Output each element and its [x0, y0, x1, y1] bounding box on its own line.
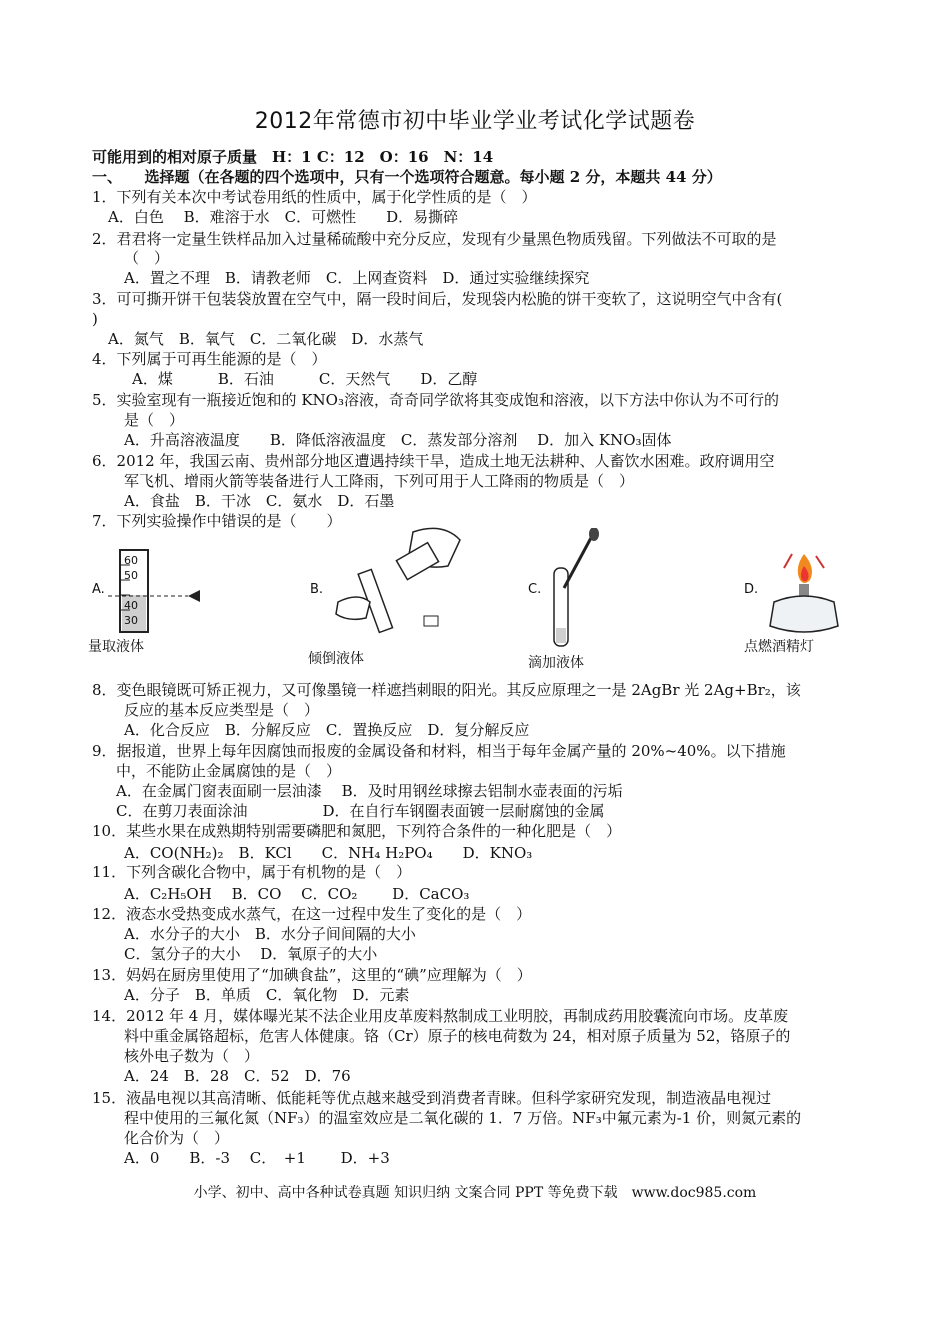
question-14-cont-2: 核外电子数为（ ）	[124, 1047, 260, 1065]
question-4: 4．下列属于可再生能源的是（ ）	[92, 350, 327, 368]
alcohol-lamp-icon	[744, 546, 864, 646]
question-15-cont: 程中使用的三氟化氮（NF₃）的温室效应是二氧化碳的 1．7 万倍。NF₃中氟元素为-1 价，则氮元素的	[124, 1109, 802, 1127]
question-4-options: A．煤 B．石油 C．天然气 D．乙醇	[132, 370, 478, 388]
atomic-masses: 可能用到的相对原子质量 H：1 C：12 O：16 N：14	[92, 148, 494, 166]
question-9: 9．据报道，世界上每年因腐蚀而报废的金属设备和材料，相当于每年金属产量的 20%~40%。以下措施	[92, 742, 786, 760]
question-8-options: A．化合反应 B．分解反应 C．置换反应 D．复分解反应	[124, 721, 530, 739]
question-2-options: A．置之不理 B．请教老师 C．上网查资料 D．通过实验继续探究	[124, 269, 590, 287]
question-1: 1．下列有关本次中考试卷用纸的性质中，属于化学性质的是（ ）	[92, 188, 537, 206]
question-12-options-2: C．氢分子的大小 D．氧原子的大小	[124, 945, 378, 963]
question-9-options-1: A．在金属门窗表面刷一层油漆 B．及时用钢丝球擦去铝制水壶表面的污垢	[116, 782, 623, 800]
figure-d-label: D.	[744, 582, 759, 597]
question-2: 2．君君将一定量生铁样品加入过量稀硫酸中充分反应，发现有少量黑色物质残留。下列做法不可取的是	[92, 230, 777, 248]
question-12-options-1: A．水分子的大小 B．水分子间间隔的大小	[124, 925, 416, 943]
question-13: 13．妈妈在厨房里使用了“加碘食盐”，这里的“碘”应理解为（ ）	[92, 966, 532, 984]
tick-40: 40	[124, 599, 138, 612]
figure-a-label: A.	[92, 582, 105, 597]
question-2-cont: （ ）	[124, 249, 170, 267]
question-8-cont: 反应的基本反应类型是（ ）	[124, 701, 320, 719]
figure-b-pouring	[308, 540, 478, 670]
tick-60: 60	[124, 554, 138, 567]
question-15: 15．液晶电视以其高清晰、低能耗等优点越来越受到消费者青睐。但科学家研究发现，制造液晶电视过	[92, 1089, 772, 1107]
dropper-icon	[526, 528, 636, 650]
pouring-hand-icon	[308, 522, 478, 637]
figure-c-dropping	[526, 540, 636, 675]
cylinder-icon	[88, 540, 218, 640]
question-10-options: A．CO(NH₂)₂ B．KCl C．NH₄ H₂PO₄ D．KNO₃	[124, 844, 533, 862]
page-title: 2012年常德市初中毕业学业考试化学试题卷	[254, 109, 696, 134]
question-1-options: A．白色 B．难溶于水 C．可燃性 D．易撕碎	[108, 208, 459, 226]
section-heading: 一、 选择题（在各题的四个选项中，只有一个选项符合题意。每小题 2 分，本题共 44 分）	[92, 168, 722, 186]
figure-b-label: B.	[310, 582, 324, 597]
question-3-cont: )	[92, 310, 98, 328]
question-7: 7．下列实验操作中错误的是（ ）	[92, 512, 342, 530]
question-10: 10．某些水果在成熟期特别需要磷肥和氮肥，下列符合条件的一种化肥是（ ）	[92, 822, 622, 840]
figure-d-lamp	[744, 540, 864, 665]
question-5-options: A．升高溶液温度 B．降低溶液温度 C．蒸发部分溶剂 D．加入 KNO₃固体	[124, 431, 672, 449]
question-15-cont-2: 化合价为（ ）	[124, 1129, 230, 1147]
question-5: 5．实验室现有一瓶接近饱和的 KNO₃溶液，奇奇同学欲将其变成饱和溶液，以下方法中你认为不可行的	[92, 391, 779, 409]
tick-50: 50	[124, 569, 138, 582]
figure-d-caption: 点燃酒精灯	[744, 639, 814, 655]
question-6: 6．2012 年，我国云南、贵州部分地区遭遇持续干旱，造成土地无法耕种、人畜饮水困难。政府调用空	[92, 452, 775, 470]
question-6-options: A．食盐 B．干冰 C．氨水 D．石墨	[124, 492, 395, 510]
question-15-options: A．0 B．-3 C． +1 D．+3	[124, 1149, 390, 1167]
question-5-cont: 是（ ）	[124, 411, 185, 429]
question-11: 11．下列含碳化合物中，属于有机物的是（ ）	[92, 863, 412, 881]
figure-a-measuring	[88, 540, 218, 670]
question-13-options: A．分子 B．单质 C．氧化物 D．元素	[124, 986, 410, 1004]
question-11-options: A．C₂H₅OH B．CO C．CO₂ D．CaCO₃	[124, 885, 470, 903]
page-footer: 小学、初中、高中各种试卷真题 知识归纳 文案合同 PPT 等免费下载 www.doc985.com	[193, 1185, 757, 1201]
question-8: 8．变色眼镜既可矫正视力，又可像墨镜一样遮挡刺眼的阳光。其反应原理之一是 2AgBr 光 2Ag+Br₂，该	[92, 681, 801, 699]
question-3-options: A．氮气 B．氧气 C．二氧化碳 D．水蒸气	[108, 330, 424, 348]
question-6-cont: 军飞机、增雨火箭等装备进行人工降雨，下列可用于人工降雨的物质是（ ）	[124, 472, 635, 490]
tick-30: 30	[124, 614, 138, 627]
question-12: 12．液态水受热变成水蒸气，在这一过程中发生了变化的是（ ）	[92, 905, 532, 923]
question-3: 3．可可撕开饼干包装袋放置在空气中，隔一段时间后，发现袋内松脆的饼干变软了，这说明空气中含有(	[92, 290, 783, 308]
question-9-options-2: C．在剪刀表面涂油 D．在自行车钢圈表面镀一层耐腐蚀的金属	[116, 802, 605, 820]
question-9-cont: 中，不能防止金属腐蚀的是（ ）	[116, 762, 342, 780]
figure-c-caption: 滴加液体	[528, 655, 584, 671]
figure-a-caption: 量取液体	[88, 639, 144, 655]
question-14-options: A．24 B．28 C．52 D．76	[124, 1067, 351, 1085]
figure-c-label: C.	[528, 582, 542, 597]
figure-b-caption: 倾倒液体	[308, 651, 364, 667]
question-14: 14．2012 年 4 月，媒体曝光某不法企业用皮革废料熬制成工业明胶，再制成药用胶囊流向市场。皮革废	[92, 1007, 789, 1025]
question-14-cont: 料中重金属铬超标，危害人体健康。铬（Cr）原子的核电荷数为 24，相对原子质量为 52，铬原子的	[124, 1027, 791, 1045]
